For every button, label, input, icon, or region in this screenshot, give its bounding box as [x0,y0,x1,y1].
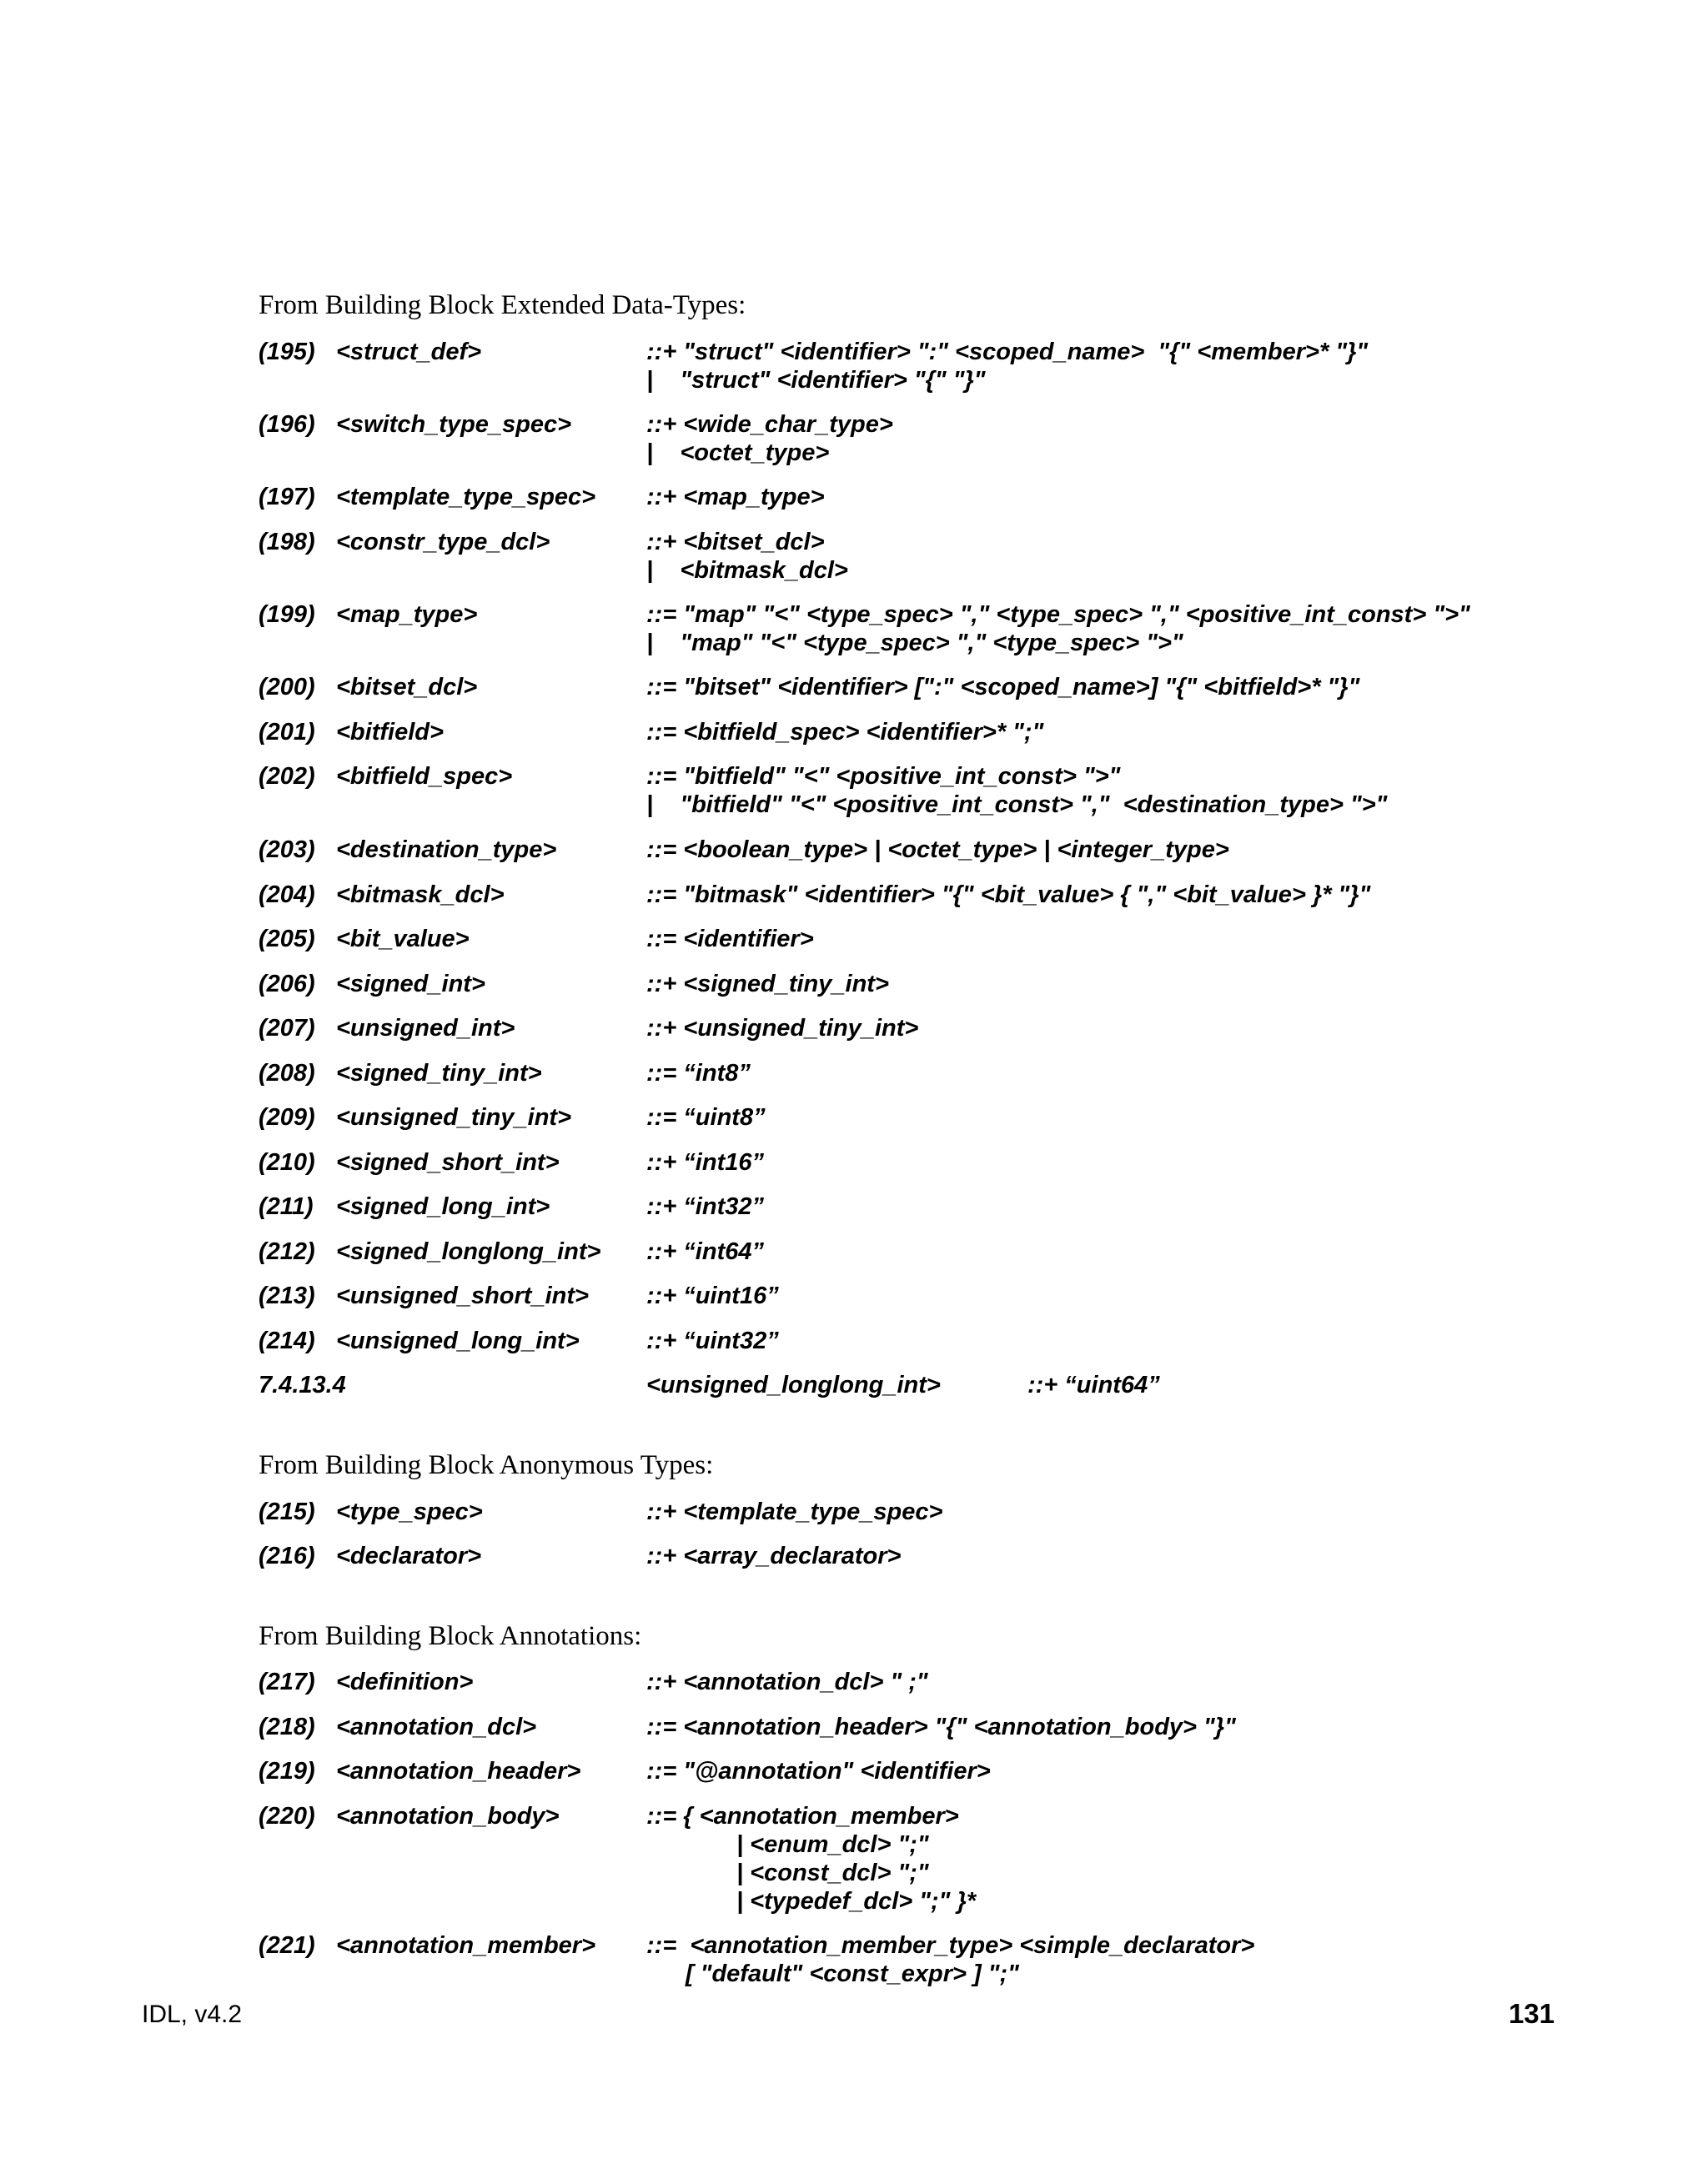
rule-production-alt: | "map" "<" <type_spec> "," <type_spec> ">" [646,630,1183,656]
rule-number: (212) [259,1238,315,1265]
rule-production: ::= "map" "<" <type_spec> "," <type_spec> "," <positive_int_const> ">" [646,601,1470,628]
rule-production: ::= “uint8” [646,1104,766,1131]
rule-name: <type_spec> [336,1499,483,1525]
rule-production: ::+ <signed_tiny_int> [646,971,889,997]
rule-name: <annotation_header> [336,1758,581,1785]
rule-name: <unsigned_int> [336,1015,515,1042]
rule-number: (219) [259,1758,315,1785]
rule-name: <declarator> [336,1543,482,1569]
section-heading-anonymous-types: From Building Block Anonymous Types: [259,1450,714,1480]
rule-number: (208) [259,1060,315,1087]
rule-number: (200) [259,674,315,700]
rule-number: (215) [259,1499,315,1525]
rule-production: ::+ <wide_char_type> [646,411,893,438]
rule-production: ::= "bitfield" "<" <positive_int_const> ">" [646,763,1121,790]
rule-number: (204) [259,881,315,908]
rule-production: ::= <bitfield_spec> <identifier>* ";" [646,719,1044,746]
rule-name: <annotation_member> [336,1932,596,1959]
rule-production: ::+ “int16” [646,1149,764,1176]
rule-number: (197) [259,484,315,510]
rule-production-alt: | <bitmask_dcl> [646,557,848,584]
rule-production: ::+ “int64” [646,1238,764,1265]
rule-production-continuation: [ "default" <const_expr> ] ";" [686,1961,1019,1987]
rule-number: (213) [259,1283,315,1309]
rule-production: ::+ “uint16” [646,1283,779,1309]
rule-number: (195) [259,339,315,365]
rule-production: ::= "@annotation" <identifier> [646,1758,991,1785]
rule-number: (206) [259,971,315,997]
rule-name: <signed_longlong_int> [336,1238,601,1265]
rule-name: <unsigned_tiny_int> [336,1104,571,1131]
rule-name: <unsigned_short_int> [336,1283,589,1309]
rule-production: ::+ <array_declarator> [646,1543,902,1569]
rule-name: <definition> [336,1669,474,1695]
rule-name: <struct_def> [336,339,482,365]
section-heading-annotations: From Building Block Annotations: [259,1621,642,1651]
rule-name: <bitmask_dcl> [336,881,505,908]
rule-production: ::= <annotation_header> "{" <annotation_body> "}" [646,1714,1236,1740]
misplaced-section-number: 7.4.13.4 [259,1372,346,1398]
rule-name: <bitfield> [336,719,444,746]
rule-production-alt: | "bitfield" "<" <positive_int_const> "," <destination_type> ">" [646,791,1388,818]
rule-name: <bitfield_spec> [336,763,513,790]
rule-production: ::= <annotation_member_type> <simple_declarator> [646,1932,1255,1959]
rule-number: (196) [259,411,315,438]
rule-number: (198) [259,529,315,555]
rule-name: <signed_int> [336,971,485,997]
rule-production: ::+ "struct" <identifier> ":" <scoped_name> "{" <member>* "}" [646,339,1369,365]
rule-production: ::+ <bitset_dcl> [646,529,825,555]
rule-production: ::= “int8” [646,1060,751,1087]
rule-production: ::+ “uint64” [1027,1372,1160,1398]
rule-name: <signed_tiny_int> [336,1060,542,1087]
rule-number: (220) [259,1803,315,1830]
rule-production-alt: | <enum_dcl> ";" [736,1831,929,1858]
rule-production: ::+ “int32” [646,1193,764,1220]
rule-name: <unsigned_long_int> [336,1328,580,1354]
rule-name: <destination_type> [336,836,557,863]
rule-number: (217) [259,1669,315,1695]
rule-name: <unsigned_longlong_int> [646,1372,941,1398]
rule-production: ::+ <unsigned_tiny_int> [646,1015,919,1042]
rule-production: ::= "bitset" <identifier> [":" <scoped_name>] "{" <bitfield>* "}" [646,674,1360,700]
rule-name: <bit_value> [336,926,470,952]
rule-production: ::= <boolean_type> | <octet_type> | <integer_type> [646,836,1229,863]
rule-production: ::+ “uint32” [646,1328,779,1354]
rule-name: <signed_short_int> [336,1149,560,1176]
rule-production: ::= "bitmask" <identifier> "{" <bit_value> { "," <bit_value> }* "}" [646,881,1371,908]
section-heading-extended-data-types: From Building Block Extended Data-Types: [259,290,746,320]
footer-document-version: IDL, v4.2 [142,2001,243,2028]
rule-production: ::= { <annotation_member> [646,1803,959,1830]
rule-number: (201) [259,719,315,746]
rule-production: ::= <identifier> [646,926,814,952]
rule-number: (205) [259,926,315,952]
rule-production-alt: | <typedef_dcl> ";" }* [736,1888,977,1915]
rule-number: (209) [259,1104,315,1131]
rule-name: <constr_type_dcl> [336,529,550,555]
rule-number: (216) [259,1543,315,1569]
rule-number: (202) [259,763,315,790]
rule-name: <annotation_dcl> [336,1714,537,1740]
rule-production: ::+ <template_type_spec> [646,1499,943,1525]
rule-number: (210) [259,1149,315,1176]
rule-production-alt: | <const_dcl> ";" [736,1860,929,1886]
rule-production: ::+ <map_type> [646,484,825,510]
rule-number: (221) [259,1932,315,1959]
rule-production-alt: | <octet_type> [646,439,830,466]
rule-number: (211) [259,1193,314,1220]
rule-number: (203) [259,836,315,863]
rule-number: (207) [259,1015,315,1042]
rule-name: <annotation_body> [336,1803,560,1830]
rule-number: (199) [259,601,315,628]
rule-name: <map_type> [336,601,478,628]
rule-name: <template_type_spec> [336,484,596,510]
rule-number: (214) [259,1328,315,1354]
rule-name: <signed_long_int> [336,1193,550,1220]
rule-name: <switch_type_spec> [336,411,572,438]
rule-name: <bitset_dcl> [336,674,478,700]
rule-production-alt: | "struct" <identifier> "{" "}" [646,367,986,394]
rule-number: (218) [259,1714,315,1740]
footer-page-number: 131 [1508,1998,1555,2029]
rule-production: ::+ <annotation_dcl> " ;" [646,1669,928,1695]
